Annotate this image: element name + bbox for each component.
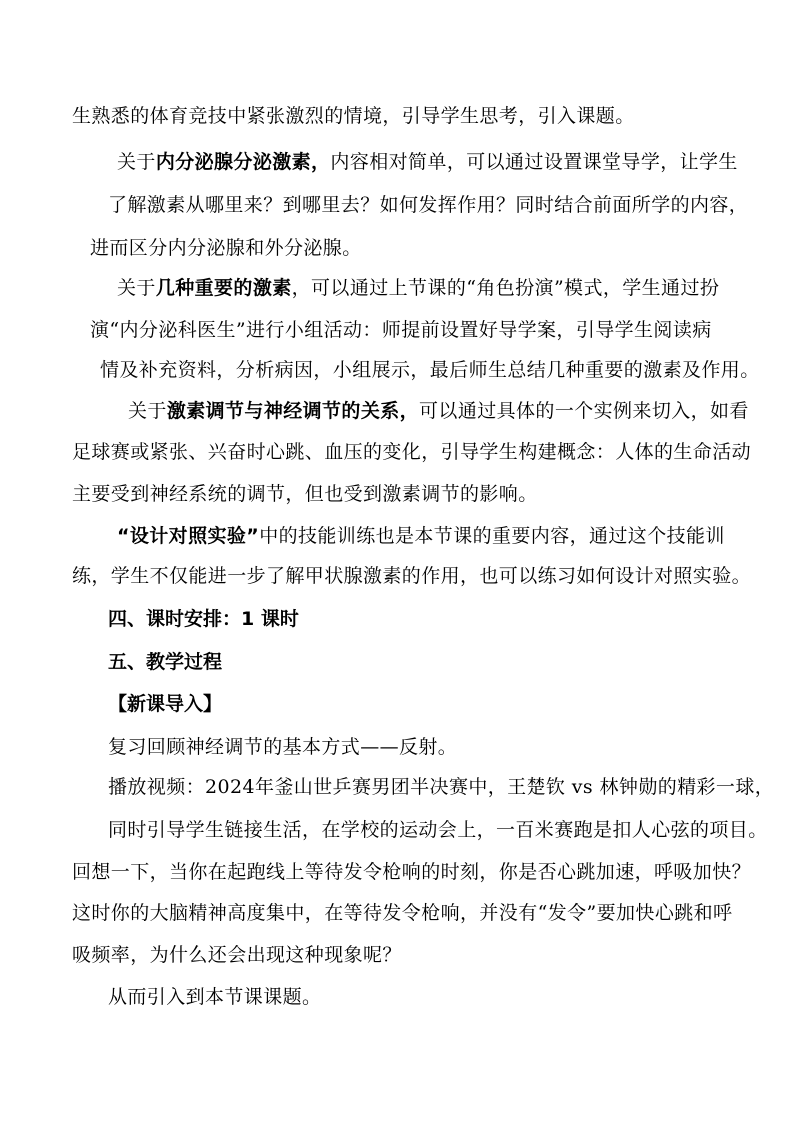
bold-term: “设计对照实验” xyxy=(117,525,260,547)
section-heading-schedule: 四、课时安排：1 课时 xyxy=(108,608,299,630)
paragraph-endocrine-glands xyxy=(117,150,738,174)
text-line: 练，学生不仅能进一步了解甲状腺激素的作用，也可以练习如何设计对照实验。 xyxy=(72,565,752,587)
text-line: 同时引导学生链接生活，在学校的运动会上，一百米赛跑是扣人心弦的项目。 xyxy=(108,819,768,841)
text-line: 足球赛或紧张、兴奋时心跳、血压的变化，引导学生构建概念：人体的生命活动 xyxy=(72,441,752,463)
text-run: 关于 xyxy=(117,151,156,173)
text-line: 生熟悉的体育竞技中紧张激烈的情境，引导学生思考，引入课题。 xyxy=(72,105,635,127)
paragraph-important-hormones xyxy=(117,276,719,300)
text-run: 内容相对简单，可以通过设置课堂导学，让学生 xyxy=(330,151,738,173)
text-run: 关于 xyxy=(117,277,156,299)
text-line: 情及补充资料，分析病因，小组展示，最后师生总结几种重要的激素及作用。 xyxy=(100,359,760,381)
text-line: 播放视频：2024年釜山世乒赛男团半决赛中，王楚钦 vs 林钟勋的精彩一球， xyxy=(108,776,775,798)
text-line: 主要受到神经系统的调节，但也受到激素调节的影响。 xyxy=(72,483,538,505)
text-line: 复习回顾神经调节的基本方式——反射。 xyxy=(108,736,458,758)
section-heading-process: 五、教学过程 xyxy=(108,651,223,673)
bold-term: 内分泌腺分泌激素， xyxy=(155,151,331,173)
text-line: 这时你的大脑精神高度集中，在等待发令枪响，并没有“发令”要加快心跳和呼 xyxy=(72,902,733,924)
paragraph-control-experiment xyxy=(117,524,725,548)
paragraph-hormone-nerve-relation xyxy=(128,399,749,423)
text-line: 回想一下，当你在起跑线上等待发令枪响的时刻，你是否心跳加速，呼吸加快？ xyxy=(72,861,752,883)
text-run: ，可以通过上节课的“角色扮演”模式，学生通过扮 xyxy=(291,277,720,299)
text-line: 演“内分泌科医生”进行小组活动：师提前设置好导学案，引导学生阅读病 xyxy=(90,319,712,341)
bold-term: 几种重要的激素 xyxy=(155,277,292,299)
text-line: 了解激素从哪里来？到哪里去？如何发挥作用？同时结合前面所学的内容， xyxy=(108,194,749,216)
bold-term: 激素调节与神经调节的关系， xyxy=(166,400,420,422)
text-line: 从而引入到本节课课题。 xyxy=(108,986,322,1008)
section-heading-intro: 【新课导入】 xyxy=(108,693,223,715)
text-run: 中的技能训练也是本节课的重要内容，通过这个技能训 xyxy=(259,525,725,547)
text-line: 吸频率，为什么还会出现这种现象呢？ xyxy=(72,944,402,966)
text-line: 进而区分内分泌腺和外分泌腺。 xyxy=(90,237,362,259)
text-run: 关于 xyxy=(128,400,167,422)
text-run: 可以通过具体的一个实例来切入，如看 xyxy=(419,400,749,422)
